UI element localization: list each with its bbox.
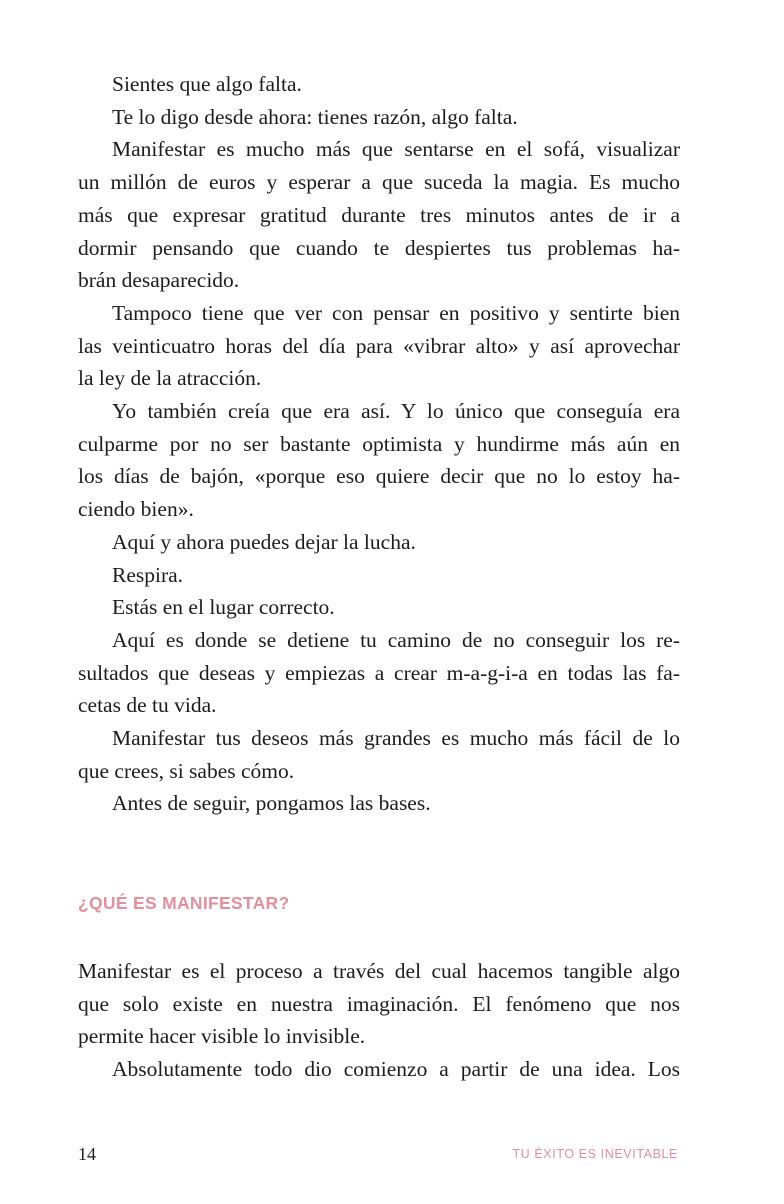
text-line: un millón de euros y esperar a que suceda la magia. Es mucho: [78, 170, 680, 195]
text-line: Sientes que algo falta.: [112, 72, 302, 96]
text-line: que crees, si sabes cómo.: [78, 758, 295, 783]
text-line: culparme por no ser bastante optimista y hundirme más aún en: [78, 431, 680, 456]
text-line: Yo también creía que era así. Y lo único que conseguía era: [112, 399, 680, 423]
text-line: Aquí es donde se detiene tu camino de no conseguir los re-: [112, 627, 680, 652]
section-heading: ¿QUÉ ES MANIFESTAR?: [78, 893, 290, 913]
text-line: Manifestar es mucho más que sentarse en el sofá, visualizar: [112, 137, 680, 162]
text-line: Te lo digo desde ahora: tienes razón, algo falta.: [112, 104, 518, 129]
text-line: Manifestar tus deseos más grandes es mucho más fácil de lo: [112, 726, 680, 750]
text-line: Aquí y ahora puedes dejar la lucha.: [112, 529, 416, 554]
text-line: los días de bajón, «porque eso quiere decir que no lo estoy ha-: [78, 464, 680, 489]
text-line: más que expresar gratitud durante tres minutos antes de ir a: [78, 202, 680, 227]
text-line: Respira.: [112, 562, 184, 587]
text-line: Manifestar es el proceso a través del cual hacemos tangible algo: [78, 959, 680, 983]
text-line: Tampoco tiene que ver con pensar en positivo y sentirte bien: [112, 300, 680, 325]
text-line: dormir pensando que cuando te despiertes tus problemas ha-: [78, 235, 680, 260]
text-line: permite hacer visible lo invisible.: [78, 1024, 366, 1049]
text-line: que solo existe en nuestra imaginación. El fenómeno que nos: [78, 991, 680, 1016]
text-line: ciendo bien».: [78, 497, 194, 522]
text-line: Antes de seguir, pongamos las bases.: [112, 791, 431, 816]
text-line: Absolutamente todo dio comienzo a partir de una idea. Los: [112, 1057, 680, 1082]
text-line: las veinticuatro horas del día para «vibrar alto» y así aprovechar: [78, 333, 680, 358]
text-line: sultados que deseas y empiezas a crear m-a-g-i-a en todas las fa-: [78, 660, 680, 685]
text-line: cetas de tu vida.: [78, 693, 217, 718]
page-number: 14: [78, 1144, 96, 1164]
text-line: brán desaparecido.: [78, 268, 240, 293]
text-line: Estás en el lugar correcto.: [112, 595, 335, 620]
running-footer-title: TU ÉXITO ES INEVITABLE: [512, 1147, 678, 1161]
text-line: la ley de la atracción.: [78, 366, 262, 391]
